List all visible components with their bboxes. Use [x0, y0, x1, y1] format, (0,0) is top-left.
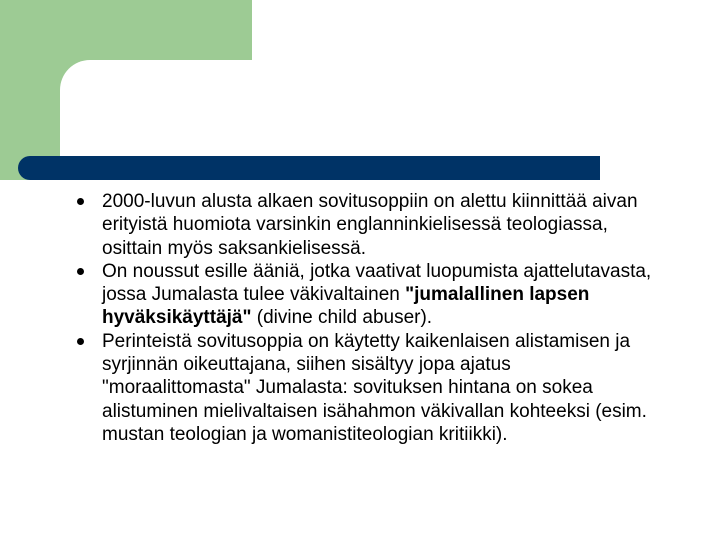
bullet-item-2: [0, 260, 662, 330]
bullet-dot-icon: [77, 268, 84, 275]
title-bar: [18, 156, 600, 180]
bullet-dot-icon: [77, 338, 84, 345]
bullet-text-post: (divine child abuser).: [251, 307, 433, 329]
bullet-dot-icon: [77, 198, 84, 205]
bullet-item-1: [0, 190, 662, 260]
bullet-text: 2000-luvun alusta alkaen sovitusoppiin on alettu kiinnittää aivan erityistä huomiota varsinkin englanninkielisessä teologiassa, osittain myös saksankielisessä.: [102, 191, 638, 259]
bullet-list: [0, 190, 700, 446]
bullet-text-pre: On noussut esille ääniä, jotka vaativat luopumista ajattelutavasta, jossa Jumalasta tulee väkivaltainen: [102, 260, 652, 306]
bullet-text-bold: "jumalallinen lapsen hyväksikäyttäjä": [102, 284, 590, 329]
bullet-item-3: [0, 330, 662, 446]
bullet-text: Perinteistä sovitusoppia on käytetty kaikenlaisen alistamisen ja syrjinnän oikeuttajana, siihen sisältyy jopa ajatus "moraalittomasta" Jumalasta: sovituksen hintana on sokea alistuminen mielivaltaisen isähahmon väkivallan kohteeksi (esim. mustan teologian ja womanistiteologian kritiikki).: [102, 330, 647, 445]
